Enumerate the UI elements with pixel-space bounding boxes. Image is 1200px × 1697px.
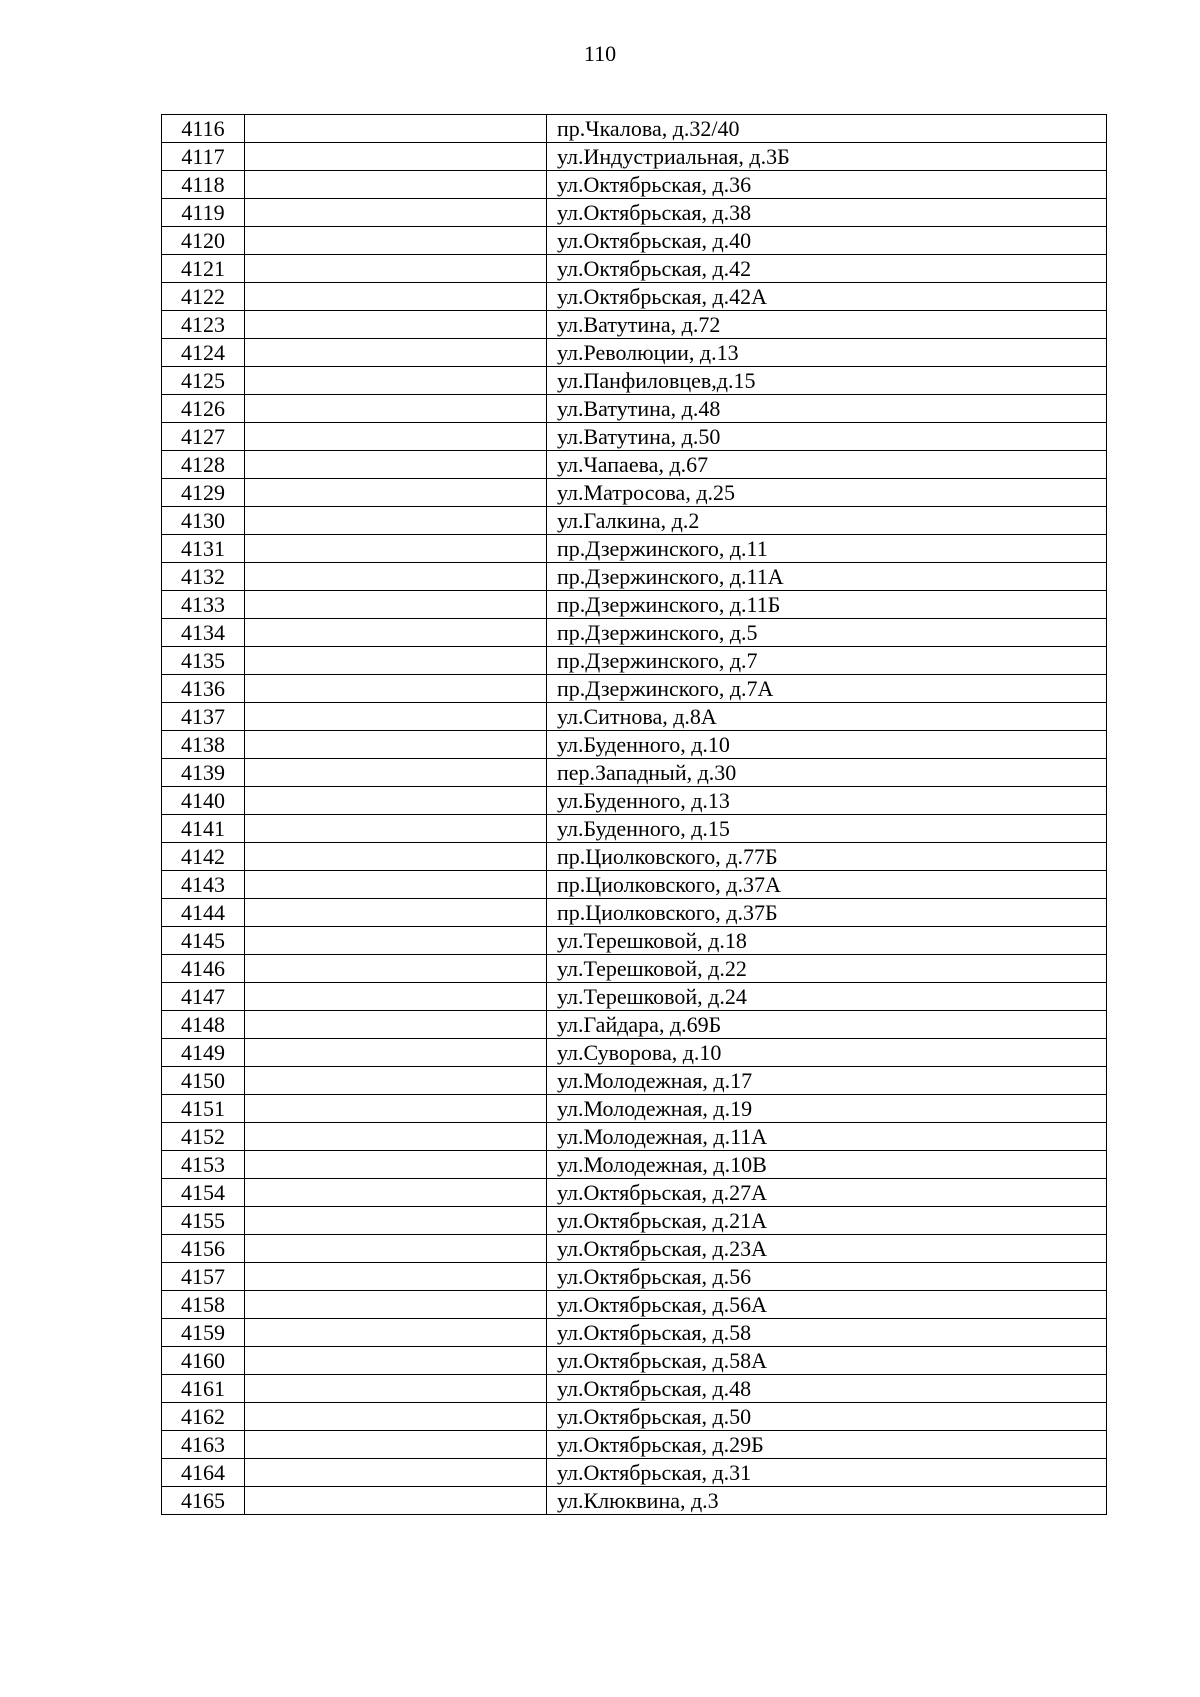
row-number-cell: 4147 <box>162 983 245 1011</box>
address-cell: ул.Ватутина, д.48 <box>547 395 1107 423</box>
address-table <box>161 114 1107 1515</box>
row-number-cell: 4150 <box>162 1067 245 1095</box>
table-row <box>162 1291 1107 1319</box>
address-cell: ул.Индустриальная, д.3Б <box>547 143 1107 171</box>
table-row <box>162 1235 1107 1263</box>
row-number-cell: 4156 <box>162 1235 245 1263</box>
table-row <box>162 1207 1107 1235</box>
row-number-cell: 4118 <box>162 171 245 199</box>
table-row <box>162 955 1107 983</box>
empty-cell <box>245 1039 547 1067</box>
table-row <box>162 591 1107 619</box>
empty-cell <box>245 1431 547 1459</box>
address-table-body <box>162 115 1107 1515</box>
address-cell: ул.Октябрьская, д.58 <box>547 1319 1107 1347</box>
empty-cell <box>245 1319 547 1347</box>
table-row <box>162 1123 1107 1151</box>
address-cell: ул.Галкина, д.2 <box>547 507 1107 535</box>
row-number-cell: 4133 <box>162 591 245 619</box>
table-row <box>162 871 1107 899</box>
address-cell: ул.Молодежная, д.11А <box>547 1123 1107 1151</box>
row-number-cell: 4149 <box>162 1039 245 1067</box>
table-row <box>162 1375 1107 1403</box>
empty-cell <box>245 1291 547 1319</box>
empty-cell <box>245 507 547 535</box>
table-row <box>162 367 1107 395</box>
address-cell: пр.Циолковского, д.77Б <box>547 843 1107 871</box>
address-cell: пер.Западный, д.30 <box>547 759 1107 787</box>
row-number-cell: 4132 <box>162 563 245 591</box>
row-number-cell: 4146 <box>162 955 245 983</box>
row-number-cell: 4165 <box>162 1487 245 1515</box>
empty-cell <box>245 871 547 899</box>
address-cell: пр.Дзержинского, д.7 <box>547 647 1107 675</box>
address-cell: ул.Ватутина, д.72 <box>547 311 1107 339</box>
table-row <box>162 1459 1107 1487</box>
table-row <box>162 1151 1107 1179</box>
empty-cell <box>245 703 547 731</box>
address-cell: ул.Чапаева, д.67 <box>547 451 1107 479</box>
address-cell: ул.Октябрьская, д.31 <box>547 1459 1107 1487</box>
row-number-cell: 4154 <box>162 1179 245 1207</box>
row-number-cell: 4142 <box>162 843 245 871</box>
empty-cell <box>245 1067 547 1095</box>
table-row <box>162 143 1107 171</box>
address-cell: ул.Клюквина, д.3 <box>547 1487 1107 1515</box>
empty-cell <box>245 759 547 787</box>
address-cell: пр.Дзержинского, д.11 <box>547 535 1107 563</box>
empty-cell <box>245 255 547 283</box>
row-number-cell: 4145 <box>162 927 245 955</box>
address-cell: ул.Суворова, д.10 <box>547 1039 1107 1067</box>
empty-cell <box>245 1123 547 1151</box>
table-row <box>162 1067 1107 1095</box>
address-cell: ул.Молодежная, д.10В <box>547 1151 1107 1179</box>
address-cell: ул.Октябрьская, д.42 <box>547 255 1107 283</box>
empty-cell <box>245 1207 547 1235</box>
empty-cell <box>245 451 547 479</box>
row-number-cell: 4120 <box>162 227 245 255</box>
address-cell: ул.Октябрьская, д.56 <box>547 1263 1107 1291</box>
empty-cell <box>245 675 547 703</box>
empty-cell <box>245 1375 547 1403</box>
address-cell: ул.Октябрьская, д.56А <box>547 1291 1107 1319</box>
row-number-cell: 4148 <box>162 1011 245 1039</box>
table-row <box>162 1431 1107 1459</box>
row-number-cell: 4134 <box>162 619 245 647</box>
address-cell: ул.Молодежная, д.17 <box>547 1067 1107 1095</box>
empty-cell <box>245 815 547 843</box>
address-cell: ул.Ватутина, д.50 <box>547 423 1107 451</box>
address-cell: ул.Революции, д.13 <box>547 339 1107 367</box>
empty-cell <box>245 1347 547 1375</box>
empty-cell <box>245 227 547 255</box>
address-cell: пр.Циолковского, д.37Б <box>547 899 1107 927</box>
row-number-cell: 4143 <box>162 871 245 899</box>
row-number-cell: 4152 <box>162 1123 245 1151</box>
table-row <box>162 927 1107 955</box>
row-number-cell: 4163 <box>162 1431 245 1459</box>
table-row <box>162 255 1107 283</box>
table-row <box>162 1039 1107 1067</box>
address-cell: пр.Дзержинского, д.7А <box>547 675 1107 703</box>
address-cell: ул.Буденного, д.13 <box>547 787 1107 815</box>
table-row <box>162 311 1107 339</box>
empty-cell <box>245 479 547 507</box>
address-cell: ул.Буденного, д.10 <box>547 731 1107 759</box>
address-cell: ул.Октябрьская, д.50 <box>547 1403 1107 1431</box>
table-row <box>162 1095 1107 1123</box>
empty-cell <box>245 1403 547 1431</box>
address-cell: ул.Ситнова, д.8А <box>547 703 1107 731</box>
table-row <box>162 171 1107 199</box>
empty-cell <box>245 143 547 171</box>
row-number-cell: 4125 <box>162 367 245 395</box>
row-number-cell: 4151 <box>162 1095 245 1123</box>
row-number-cell: 4157 <box>162 1263 245 1291</box>
row-number-cell: 4117 <box>162 143 245 171</box>
address-cell: ул.Октябрьская, д.38 <box>547 199 1107 227</box>
empty-cell <box>245 311 547 339</box>
empty-cell <box>245 339 547 367</box>
table-row <box>162 1319 1107 1347</box>
address-table-container <box>161 114 1106 1515</box>
row-number-cell: 4116 <box>162 115 245 143</box>
empty-cell <box>245 563 547 591</box>
empty-cell <box>245 1235 547 1263</box>
empty-cell <box>245 1459 547 1487</box>
table-row <box>162 703 1107 731</box>
address-cell: пр.Дзержинского, д.11Б <box>547 591 1107 619</box>
table-row <box>162 479 1107 507</box>
empty-cell <box>245 955 547 983</box>
table-row <box>162 815 1107 843</box>
table-row <box>162 1487 1107 1515</box>
empty-cell <box>245 423 547 451</box>
empty-cell <box>245 787 547 815</box>
empty-cell <box>245 367 547 395</box>
address-cell: ул.Октябрьская, д.23А <box>547 1235 1107 1263</box>
address-cell: пр.Циолковского, д.37А <box>547 871 1107 899</box>
row-number-cell: 4136 <box>162 675 245 703</box>
empty-cell <box>245 171 547 199</box>
row-number-cell: 4139 <box>162 759 245 787</box>
address-cell: ул.Молодежная, д.19 <box>547 1095 1107 1123</box>
address-cell: ул.Октябрьская, д.29Б <box>547 1431 1107 1459</box>
table-row <box>162 675 1107 703</box>
empty-cell <box>245 535 547 563</box>
table-row <box>162 395 1107 423</box>
address-cell: ул.Панфиловцев,д.15 <box>547 367 1107 395</box>
page-number: 110 <box>583 41 617 66</box>
row-number-cell: 4159 <box>162 1319 245 1347</box>
address-cell: ул.Октябрьская, д.27А <box>547 1179 1107 1207</box>
row-number-cell: 4127 <box>162 423 245 451</box>
address-cell: ул.Гайдара, д.69Б <box>547 1011 1107 1039</box>
empty-cell <box>245 731 547 759</box>
row-number-cell: 4144 <box>162 899 245 927</box>
empty-cell <box>245 927 547 955</box>
table-row <box>162 787 1107 815</box>
row-number-cell: 4128 <box>162 451 245 479</box>
row-number-cell: 4121 <box>162 255 245 283</box>
empty-cell <box>245 619 547 647</box>
table-row <box>162 647 1107 675</box>
empty-cell <box>245 591 547 619</box>
address-cell: ул.Октябрьская, д.58А <box>547 1347 1107 1375</box>
table-row <box>162 1179 1107 1207</box>
row-number-cell: 4160 <box>162 1347 245 1375</box>
address-cell: пр.Дзержинского, д.11А <box>547 563 1107 591</box>
table-row <box>162 1011 1107 1039</box>
address-cell: ул.Матросова, д.25 <box>547 479 1107 507</box>
row-number-cell: 4164 <box>162 1459 245 1487</box>
row-number-cell: 4124 <box>162 339 245 367</box>
empty-cell <box>245 983 547 1011</box>
table-row <box>162 535 1107 563</box>
row-number-cell: 4138 <box>162 731 245 759</box>
table-row <box>162 619 1107 647</box>
address-cell: ул.Октябрьская, д.40 <box>547 227 1107 255</box>
table-row <box>162 507 1107 535</box>
empty-cell <box>245 899 547 927</box>
row-number-cell: 4162 <box>162 1403 245 1431</box>
empty-cell <box>245 1095 547 1123</box>
row-number-cell: 4122 <box>162 283 245 311</box>
table-row <box>162 731 1107 759</box>
empty-cell <box>245 199 547 227</box>
row-number-cell: 4155 <box>162 1207 245 1235</box>
row-number-cell: 4140 <box>162 787 245 815</box>
address-cell: ул.Терешковой, д.18 <box>547 927 1107 955</box>
table-row <box>162 1403 1107 1431</box>
empty-cell <box>245 647 547 675</box>
address-cell: ул.Терешковой, д.24 <box>547 983 1107 1011</box>
table-row <box>162 451 1107 479</box>
address-cell: ул.Октябрьская, д.48 <box>547 1375 1107 1403</box>
table-row <box>162 1263 1107 1291</box>
address-cell: ул.Октябрьская, д.42А <box>547 283 1107 311</box>
table-row <box>162 423 1107 451</box>
table-row <box>162 759 1107 787</box>
table-row <box>162 199 1107 227</box>
table-row <box>162 227 1107 255</box>
table-row <box>162 115 1107 143</box>
table-row <box>162 283 1107 311</box>
empty-cell <box>245 1011 547 1039</box>
empty-cell <box>245 115 547 143</box>
row-number-cell: 4161 <box>162 1375 245 1403</box>
address-cell: ул.Буденного, д.15 <box>547 815 1107 843</box>
address-cell: пр.Дзержинского, д.5 <box>547 619 1107 647</box>
row-number-cell: 4123 <box>162 311 245 339</box>
empty-cell <box>245 1179 547 1207</box>
table-row <box>162 339 1107 367</box>
table-row <box>162 843 1107 871</box>
table-row <box>162 1347 1107 1375</box>
empty-cell <box>245 395 547 423</box>
row-number-cell: 4126 <box>162 395 245 423</box>
row-number-cell: 4135 <box>162 647 245 675</box>
table-row <box>162 899 1107 927</box>
row-number-cell: 4130 <box>162 507 245 535</box>
row-number-cell: 4129 <box>162 479 245 507</box>
empty-cell <box>245 283 547 311</box>
address-cell: ул.Терешковой, д.22 <box>547 955 1107 983</box>
row-number-cell: 4137 <box>162 703 245 731</box>
row-number-cell: 4158 <box>162 1291 245 1319</box>
row-number-cell: 4131 <box>162 535 245 563</box>
address-cell: ул.Октябрьская, д.21А <box>547 1207 1107 1235</box>
empty-cell <box>245 1487 547 1515</box>
row-number-cell: 4141 <box>162 815 245 843</box>
empty-cell <box>245 843 547 871</box>
empty-cell <box>245 1263 547 1291</box>
address-cell: пр.Чкалова, д.32/40 <box>547 115 1107 143</box>
empty-cell <box>245 1151 547 1179</box>
address-cell: ул.Октябрьская, д.36 <box>547 171 1107 199</box>
row-number-cell: 4153 <box>162 1151 245 1179</box>
table-row <box>162 983 1107 1011</box>
row-number-cell: 4119 <box>162 199 245 227</box>
table-row <box>162 563 1107 591</box>
